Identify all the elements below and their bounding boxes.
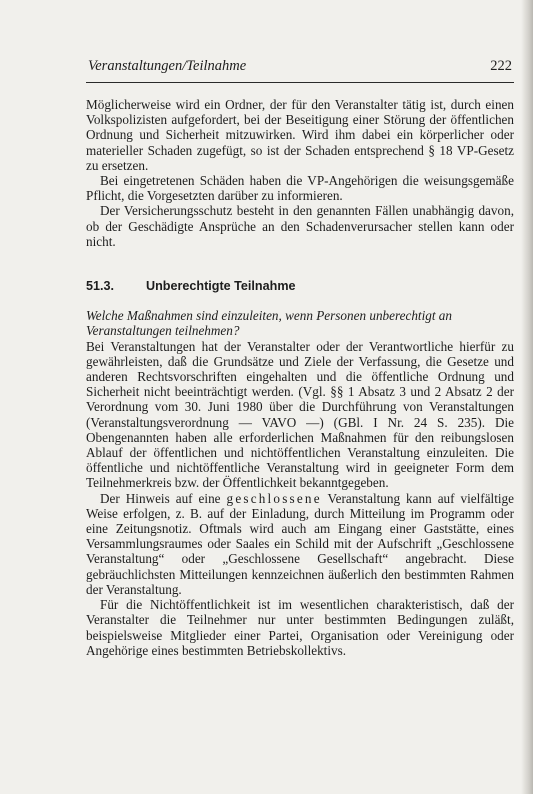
body-paragraph-2 [86, 491, 514, 597]
section-question: Welche Maßnahmen sind einzuleiten, wenn Personen unberechtigt an Veranstaltungen teilnehmen? [86, 308, 452, 339]
body-paragraph-3: Für die Nichtöffentlichkeit ist im wesentlichen charakteristisch, daß der Veranstalter die Teilnehmer nur unter bestimmten Bedingungen zuläßt, beispielsweise Mitglieder einer Partei, Organisation oder Vereinigung oder Angehörige eines bestimmten Betriebskollektivs. [86, 597, 514, 658]
header-rule [86, 82, 514, 83]
intro-paragraph-1: Möglicherweise wird ein Ordner, der für den Veranstalter tätig ist, durch einen Volkspolizisten aufgefordert, bei der Beseitigung einer Störung der öffentlichen Ordnung und Sicherheit mitzuwirken. Wird ihm dabei ein körperlicher oder materieller Schaden zugefügt, so ist der Schaden entsprechend § 18 VP-Gesetz zu ersetzen. [86, 97, 514, 173]
section-heading [86, 279, 514, 294]
emphasized-word: geschlossene [226, 490, 322, 506]
intro-paragraph-2: Bei eingetretenen Schäden haben die VP-Angehörigen die weisungsgemäße Pflicht, die Vorgesetzten darüber zu informieren. [86, 173, 514, 204]
section-title: Unberechtigte Teilnahme [146, 279, 296, 294]
running-title: Veranstaltungen/Teilnahme [88, 58, 247, 74]
body-paragraph-2-start: Der Hinweis auf eine [100, 490, 221, 506]
page-number: 222 [490, 58, 512, 74]
section-spacer [86, 249, 514, 279]
body-paragraph-1: Bei Veranstaltungen hat der Veranstalter oder der Verantwortliche hierfür zu gewährleisten, daß die Grundsätze und Ziele der Verfassung, die Gesetze und anderen Rechtsvorschriften eingehalten und die öffentliche Ordnung und Sicherheit nicht beeinträchtigt werden. (Vgl. §§ 1 Absatz 3 und 2 Absatz 2 der Verordnung vom 30. Juni 1980 über die Durchführung von Veranstaltungen (Veranstaltungsverordnung — VAVO —) (GBl. I Nr. 24 S. 235). Die Obengenannten haben alle erforderlichen Maßnahmen für den reibungslosen Ablauf der öffentlichen und nichtöffentlichen Veranstaltung einzuleiten. Die öffentliche und nichtöffentliche Veranstaltung wird in geeigneter Form dem Teilnehmerkreis bzw. der Öffentlichkeit bekanntgegeben. [86, 338, 514, 491]
intro-paragraph-3: Der Versicherungsschutz besteht in den genannten Fällen unabhängig davon, ob der Geschädigte Ansprüche an den Schadenverursacher stellen kann oder nicht. [86, 203, 514, 249]
section-number: 51.3. [86, 279, 115, 294]
page-header [88, 58, 512, 75]
body-paragraph-2-rest: Veranstaltung kann auf vielfältige Weise erfolgen, z. B. auf der Einladung, durch Mitteilung im Programm oder eine Zeitungsnotiz. Oftmals wird auch am Eingang einer Gaststätte, eines Versammlungsraumes oder Saales ein Schild mit der Aufschrift „Geschlossene Veranstaltung“ oder „Geschlossene Gesellschaft“ angebracht. Diese gebräuchlichsten Mitteilungen kennzeichnen äußerlich den bestimmten Rahmen der Veranstaltung. [86, 490, 514, 597]
page-edge-shadow [521, 0, 533, 794]
page-body [86, 97, 514, 658]
